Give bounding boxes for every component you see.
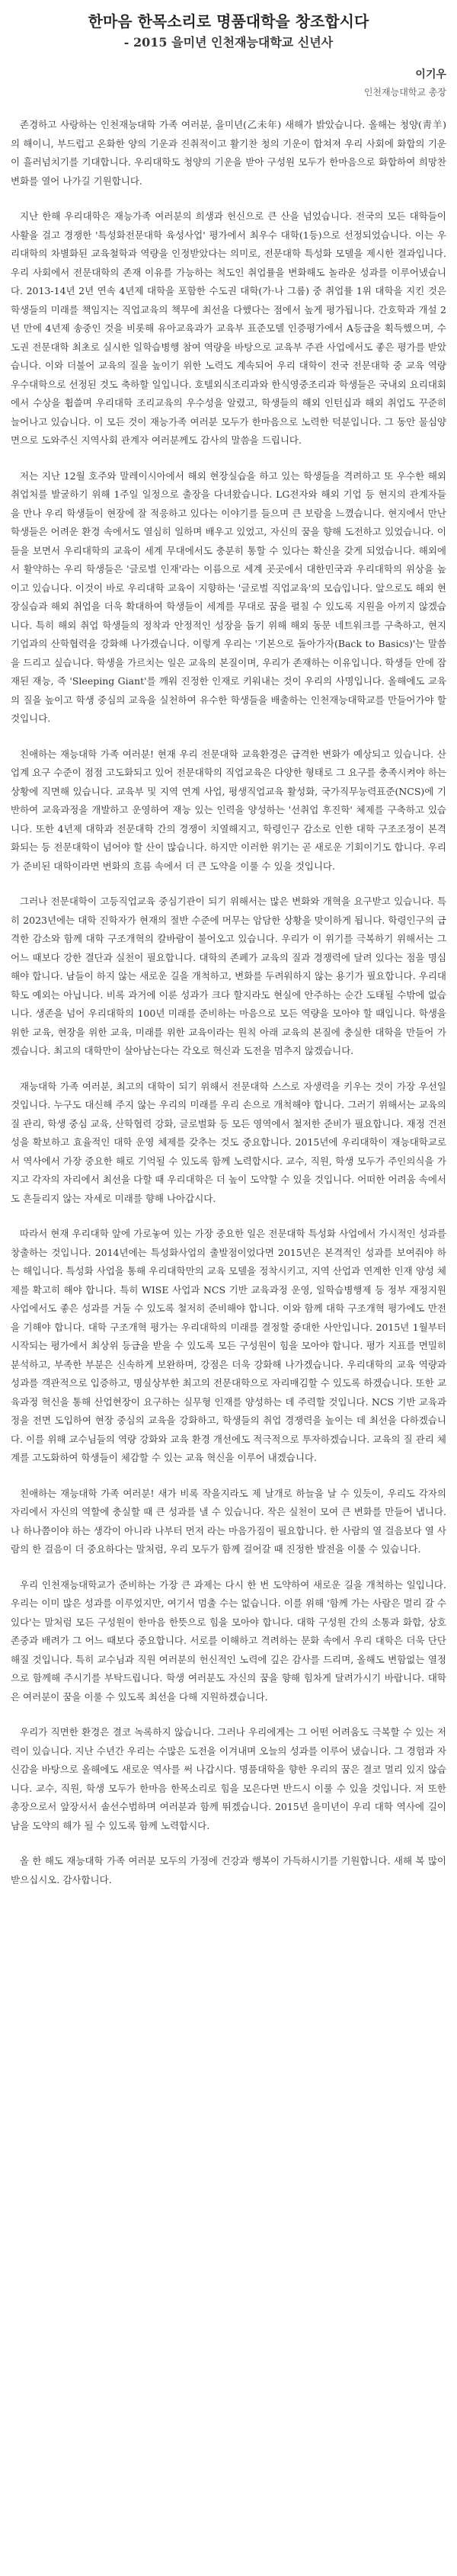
paragraph: 재능대학 가족 여러분, 최고의 대학이 되기 위해서 전문대학 스스로 자생력을 키우는 것이 가장 우선일 것입니다. 누구도 대신해 주지 않는 우리의 미래를 우리 손으로 개척해야 합니다. 그러기 위해서는 교육의 질 관리, 학생 중심 교육, 산학협력 강화, 글로벌화 등 모든 영역에서 철저한 준비가 필요합니다. 재정 건전성을 확보하고 효율적인 대학 운영 체제를 갖추는 것도 중요합니다. 2015년에 우리대학이 재능대학교로서 역사에서 가장 중요한 해로 기억될 수 있도록 함께 노력합시다. 교수, 직원, 학생 모두가 주인의식을 가지고 각자의 자리에서 최선을 다할 때 우리대학은 더 높이 도약할 수 있을 것입니다. 어떠한 어려움 속에서도 흔들리지 않는 자세로 미래를 향해 나아갑시다.	[11, 1080, 446, 1204]
paragraph: 저는 지난 12월 호주와 말레이시아에서 해외 현장실습을 하고 있는 학생들을 격려하고 또 우수한 해외 취업처를 발굴하기 위해 1주일 일정으로 출장을 다녀왔습니다. LG전자와 해외 기업 등 현지의 관계자들을 만나 우리 학생들이 현장에 잘 적응하고 있다는 이야기를 들으며 큰 보람을 느꼈습니다. 현지에서 만난 학생들은 어려운 환경 속에서도 열심히 일하며 배우고 있었고, 자신의 꿈을 향해 도전하고 있었습니다. 이들을 보면서 우리대학의 교육이 세계 무대에서도 충분히 통할 수 있다는 확신을 갖게 되었습니다. 해외에서 활약하는 우리 학생들은 '글로벌 인재'라는 이름으로 세계 곳곳에서 대한민국과 우리대학의 위상을 높이고 있습니다. 이것이 바로 우리대학 교육이 지향하는 '글로벌 직업교육'의 모습입니다. 앞으로도 해외 현장실습과 해외 취업을 더욱 확대하여 학생들이 세계를 무대로 꿈을 펼칠 수 있도록 지원을 아끼지 않겠습니다. 특히 해외 취업 학생들의 정착과 안정적인 성장을 돕기 위해 해외 동문 네트워크를 구축하고, 현지 기업과의 산학협력을 강화해 나가겠습니다. 이렇게 우리는 '기본으로 돌아가자(Back to Basics)'는 말씀을 드리고 싶습니다. 학생을 가르치는 일은 교육의 본질이며, 우리가 존재하는 이유입니다. 학생들 안에 잠재된 재능, 즉 'Sleeping Giant'를 깨워 진정한 인재로 키워내는 것이 우리의 사명입니다. 올해에도 교육의 질을 높이고 학생 중심의 교육을 실천하여 유수한 학생들을 배출하는 인천재능대학교를 만들어가야 할 것입니다.	[11, 469, 446, 724]
article-body	[11, 116, 446, 1889]
paragraph: 존경하고 사랑하는 인천재능대학 가족 여러분, 을미년(乙未年) 새해가 밝았습니다. 올해는 청양(靑羊)의 해이니, 부드럽고 온화한 양의 기운과 진취적이고 활기찬 청의 기운이 합쳐져 우리 사회에 화합의 기운이 흘러넘치기를 기대합니다. 우리대학도 청양의 기운을 받아 구성원 모두가 한마음으로 화합하여 희망찬 변화를 열어 나가길 기원합니다.	[11, 119, 446, 187]
paragraph: 올 한 해도 재능대학 가족 여러분 모두의 가정에 건강과 행복이 가득하시기를 기원합니다. 새해 복 많이 받으십시오. 감사합니다.	[11, 1855, 446, 1886]
author-role: 인천재능대학교 총장	[363, 87, 446, 98]
paragraph: 그러나 전문대학이 고등직업교육 중심기관이 되기 위해서는 많은 변화와 개혁을 요구받고 있습니다. 특히 2023년에는 대학 진학자가 현재의 절반 수준에 머무는 암담한 상황을 맞이하게 됩니다. 학령인구의 급격한 감소와 함께 대학 구조개혁의 칼바람이 불어오고 있습니다. 우리가 이 위기를 극복하기 위해서는 그 어느 때보다 강한 결단과 실천이 필요합니다. 대학의 존폐가 교육의 질과 경쟁력에 달려 있다는 점을 명심해야 합니다. 남들이 하지 않는 새로운 길을 개척하고, 변화를 두려워하지 않는 용기가 필요합니다. 우리대학도 예외는 아닙니다. 비록 과거에 이룬 성과가 크다 할지라도 현실에 안주하는 순간 도태될 수밖에 없습니다. 생존을 넘어 우리대학의 100년 미래를 준비하는 마음으로 모든 역량을 모아야 할 때입니다. 학생을 위한 교육, 현장을 위한 교육, 미래를 위한 교육이라는 원칙 아래 교육의 본질에 충실한 대학을 만들어 가겠습니다. 최고의 대학만이 살아남는다는 각오로 혁신과 도전을 멈추지 않겠습니다.	[11, 896, 446, 1056]
page-subtitle: - 2015 을미년 인천재능대학교 신년사	[123, 35, 334, 50]
paragraph: 우리 인천재능대학교가 준비하는 가장 큰 과제는 다시 한 번 도약하여 새로운 길을 개척하는 일입니다. 우리는 이미 많은 성과를 이루었지만, 여기서 멈출 수는 없습니다. 이를 위해 '함께 가는 사람은 멀리 갈 수 있다'는 말처럼 모든 구성원이 한마음 한뜻으로 힘을 모아야 합니다. 대학 구성원 간의 소통과 화합, 상호 존중과 배려가 그 어느 때보다 중요합니다. 서로를 이해하고 격려하는 문화 속에서 우리 대학은 더욱 단단해질 것입니다. 특히 교수님과 직원 여러분의 헌신적인 노력에 깊은 감사를 드리며, 올해도 변함없는 열정으로 함께해 주시기를 부탁드립니다. 학생 여러분도 자신의 꿈을 향해 힘차게 달려가시기 바랍니다. 대학은 여러분이 꿈을 이룰 수 있도록 최선을 다해 지원하겠습니다.	[11, 1578, 446, 1703]
paragraph: 우리가 직면한 환경은 결코 녹록하지 않습니다. 그러나 우리에게는 그 어떤 어려움도 극복할 수 있는 저력이 있습니다. 지난 수년간 우리는 수많은 도전을 이겨내며 오늘의 성과를 이루어 냈습니다. 그 경험과 자신감을 바탕으로 올해에도 새로운 역사를 써 나갑시다. 명품대학을 향한 우리의 꿈은 결코 멀리 있지 않습니다. 교수, 직원, 학생 모두가 한마음 한목소리로 힘을 모은다면 반드시 이룰 수 있을 것입니다. 저 또한 총장으로서 앞장서서 솔선수범하며 여러분과 함께 뛰겠습니다. 2015년 을미년이 우리 대학 역사에 길이 남을 도약의 해가 될 수 있도록 함께 노력합시다.	[11, 1726, 446, 1831]
paragraph: 따라서 현재 우리대학 앞에 가로놓여 있는 가장 중요한 일은 전문대학 특성화 사업에서 가시적인 성과를 창출하는 것입니다. 2014년에는 특성화사업의 출발점이었다면 2015년은 본격적인 성과를 보여줘야 하는 해입니다. 특성화 사업을 통해 우리대학만의 교육 모델을 정착시키고, 지역 산업과 연계한 인재 양성 체제를 확고히 해야 합니다. 특히 WISE 사업과 NCS 기반 교육과정 운영, 일학습병행제 등 정부 재정지원 사업에서도 좋은 성과를 거둘 수 있도록 철저히 준비해야 합니다. 이와 함께 대학 구조개혁 평가에도 만전을 기해야 합니다. 대학 구조개혁 평가는 우리대학의 미래를 결정할 중대한 사안입니다. 2015년 1월부터 시작되는 평가에서 최상위 등급을 받을 수 있도록 모든 구성원이 힘을 모아야 합니다. 평가 지표를 면밀히 분석하고, 부족한 부분은 신속하게 보완하며, 강점은 더욱 강화해 나가겠습니다. 우리대학의 교육 역량과 성과를 객관적으로 입증하고, 명실상부한 최고의 전문대학으로 자리매김할 수 있도록 하겠습니다. 또한 교육과정 혁신을 통해 산업현장이 요구하는 실무형 인재를 양성하는 데 주력할 것입니다. NCS 기반 교육과정을 전면 도입하여 현장 중심의 교육을 강화하고, 학생들의 취업 경쟁력을 높이는 데 최선을 다하겠습니다. 이를 위해 교수님들의 역량 강화와 교육 환경 개선에도 적극적으로 투자하겠습니다. 교육의 질 관리 체계를 고도화하여 학생들이 체감할 수 있는 교육 혁신을 이루어 내겠습니다.	[11, 1228, 446, 1463]
header	[11, 11, 446, 52]
author-name: 이기우	[415, 69, 446, 81]
paragraph: 친애하는 재능대학 가족 여러분! 현재 우리 전문대학 교육환경은 급격한 변화가 예상되고 있습니다. 산업계 요구 수준이 점점 고도화되고 있어 전문대학의 직업교육은 다양한 형태로 그 요구를 충족시켜야 하는 상황에 직면해 있습니다. 교육부 및 지역 연계 사업, 평생직업교육 활성화, 국가직무능력표준(NCS)에 기반하여 교육과정을 개발하고 운영하여 재능 있는 인력을 양성하는 '선취업 후진학' 체제를 구축하고 있습니다. 또한 4년제 대학과 전문대학 간의 경쟁이 치열해지고, 학령인구 감소로 인한 대학 구조조정이 본격화되는 등 전문대학이 넘어야 할 산이 많습니다. 하지만 이러한 위기는 곧 새로운 기회이기도 합니다. 우리가 준비된 대학이라면 변화의 흐름 속에서 더 큰 도약을 이룰 수 있을 것입니다.	[11, 748, 446, 872]
paragraph: 지난 한해 우리대학은 재능가족 여러분의 희생과 헌신으로 큰 산을 넘었습니다. 전국의 모든 대학들이 사활을 걸고 경쟁한 '특성화전문대학 육성사업' 평가에서 최우수 대학(1등)으로 선정되었습니다. 이는 우리대학의 차별화된 교육철학과 역량을 인정받았다는 의미로, 전문대학 특성화 모델을 제시한 결과입니다. 우리 사회에서 전문대학의 존재 이유를 가능하는 척도인 취업률을 변화해도 놀라운 성과를 이루어냈습니다. 2013-14년 2년 연속 4년제 대학을 포함한 수도권 대학(가·나 그룹) 중 취업률 1위 대학을 지킨 것은 학생들의 미래를 책임지는 직업교육의 책무에 최선을 다했다는 점에서 높게 평가됩니다. 간호학과 개설 2년 만에 4년제 송중인 것을 비롯해 유아교육과가 교육부 표준모델 인증평가에서 A등급을 획득했으며, 수도권 전문대학 최초로 실시한 일학습병행 참여 역량을 바탕으로 교육부 주관 사업에서도 좋은 평가를 받았습니다. 이와 더불어 교육의 질을 높이기 위한 노력도 계속되어 우리 대학이 전국 전문대학 중 교육 역량 우수대학으로 선정된 것도 축하할 일입니다. 호텔외식조리과와 한식영중조리과 학생들은 국내외 요리대회에서 수상을 휩쓸며 우리대학 조리교육의 우수성을 알렸고, 학생들의 해외 인턴십과 해외 취업도 꾸준히 늘어나고 있습니다. 이 모든 것이 재능가족 여러분 모두가 한마음으로 노력한 덕분입니다. 그 동안 물심양면으로 도와주신 지역사회 관계자 여러분께도 감사의 말씀을 드립니다.	[11, 210, 446, 446]
paragraph: 친애하는 재능대학 가족 여러분! 새가 비록 작을지라도 제 날개로 하늘을 날 수 있듯이, 우리도 각자의 자리에서 자신의 역할에 충실할 때 큰 성과를 낼 수 있습니다. 작은 실천이 모여 큰 변화를 만들어 냅니다. 나 하나쯤이야 하는 생각이 아니라 나부터 먼저 라는 마음가짐이 필요합니다. 한 사람의 열 걸음보다 열 사람의 한 걸음이 더 중요하다는 말처럼, 우리 모두가 함께 걸어갈 때 진정한 발전을 이룰 수 있습니다.	[11, 1487, 446, 1555]
page-title: 한마음 한목소리로 명품대학을 창조합시다	[88, 12, 369, 30]
author-block	[11, 67, 446, 99]
